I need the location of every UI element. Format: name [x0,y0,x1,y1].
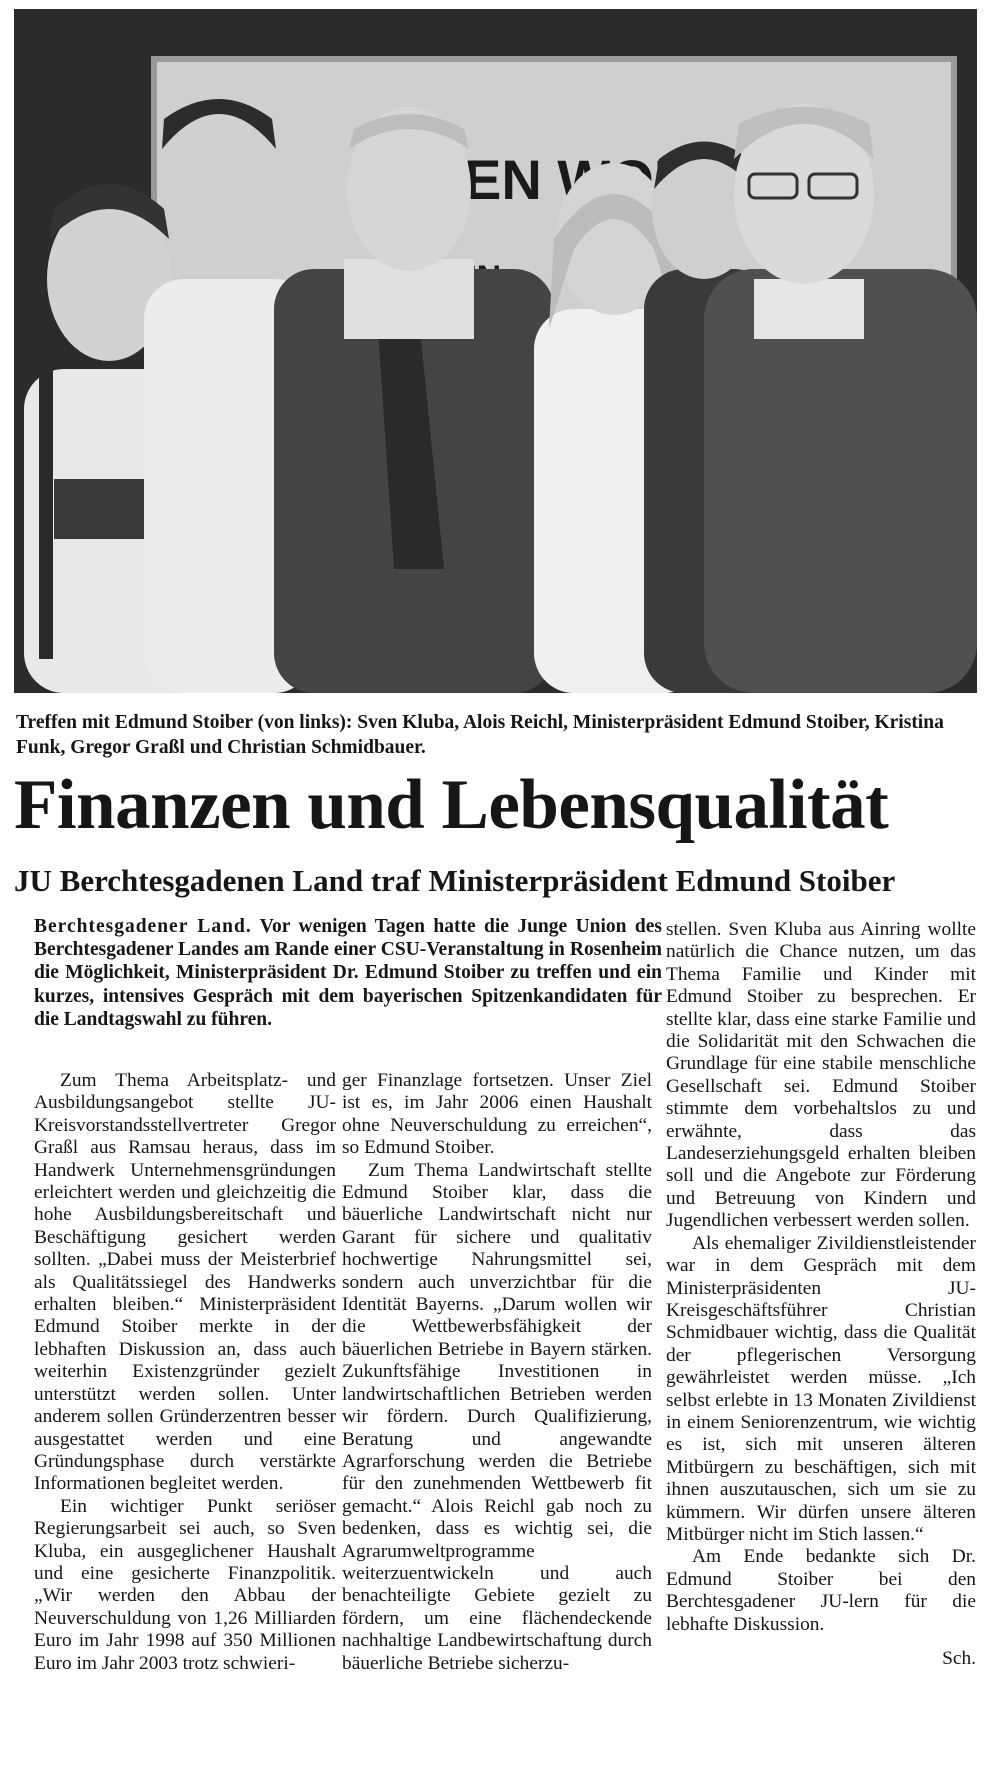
article-column-2 [342,1070,652,1675]
article-subheadline: JU Berchtesgadenen Land traf Ministerpräsident Edmund Stoiber [14,863,896,898]
article-column-1 [34,1070,336,1675]
article-headline: Finanzen und Lebensqualität [14,766,889,844]
paragraph: ger Finanzlage fortsetzen. Unser Ziel ist es, im Jahr 2006 einen Haushalt ohne Neuverschuldung zu erreichen“, so Edmund Stoiber. [342,1070,652,1159]
photo-caption: Treffen mit Edmund Stoiber (von links): Sven Kluba, Alois Reichl, Ministerpräsident Edmund Stoiber, Kristina Funk, Gregor Graßl und Christian Schmidbauer. [16,712,944,758]
article-lead [34,915,662,1031]
author-signature: Sch. [942,1648,976,1669]
group-photo-image [14,9,977,693]
lead-place: Berchtesgadener Land. [34,916,252,937]
article-photo [14,9,977,693]
paragraph: Am Ende bedankte sich Dr. Edmund Stoiber bei den Berchtesgadener JU-lern für die lebhafte Diskussion. [666,1546,976,1635]
article-column-3 [666,919,976,1670]
paragraph: stellen. Sven Kluba aus Ainring wollte natürlich die Chance nutzen, um das Thema Familie und Kinder mit Edmund Stoiber zu besprechen. Er stellte klar, dass eine starke Familie und die Solidarität mit den Schwachen die Grundlage für eine stabile menschliche Gesellschaft sei. Edmund Stoiber stimmte dem vorbehaltslos zu und erwähnte, dass das Landeserziehungsgeld erhalten bleiben soll und die Angebote zur Förderung und Betreuung von Kindern und Jugendlichen verbessert werden sollen. [666,919,976,1232]
paragraph: Ein wichtiger Punkt seriöser Regierungsarbeit sei auch, so Sven Kluba, ein ausgeglichener Haushalt und eine gesicherte Finanzpolitik. „Wir werden den Abbau der Neuverschuldung von 1,26 Milliarden Euro im Jahr 1998 auf 350 Millionen Euro im Jahr 2003 trotz schwieri- [34,1495,336,1674]
paragraph: Zum Thema Arbeitsplatz- und Ausbildungsangebot stellte JU-Kreisvorstandsstellvertreter Gregor Graßl aus Ramsau heraus, dass im Handwerk Unternehmensgründungen erleichtert werden und gleichzeitig die hohe Ausbildungsbereitschaft und Beschäftigung gesichert werden sollten. „Dabei muss der Meisterbrief als Qualitätssiegel des Handwerks erhalten bleiben.“ Ministerpräsident Edmund Stoiber merkte in der lebhaften Diskussion an, dass auch weiterhin Existenzgründer gezielt unterstützt werden sollen. Unter anderem sollen Gründerzentren besser ausgestattet werden und eine Gründungsphase durch verstärkte Informationen begleitet werden. [34,1070,336,1495]
paragraph: Zum Thema Landwirtschaft stellte Edmund Stoiber klar, dass die bäuerliche Landwirtschaft nicht nur Garant für sichere und qualitativ hochwertige Nahrungsmittel sei, sondern auch unverzichtbar für die Identität Bayerns. „Darum wollen wir die Wettbewerbsfähigkeit der bäuerlichen Betriebe in Bayern stärken. Zukunftsfähige Investitionen in landwirtschaftlichen Betrieben werden wir fördern. Durch Qualifizierung, Beratung und angewandte Agrarforschung werden die Betriebe für den zunehmenden Wettbewerb fit gemacht.“ Alois Reichl gab noch zu bedenken, dass es wichtig sei, die Agrarumweltprogramme weiterzuentwickeln und auch benachteiligte Gebiete gezielt zu fördern, um eine flächendeckende nachhaltige Landbewirtschaftung durch bäuerliche Betriebe sicherzu- [342,1159,652,1674]
backdrop-text: EN [464,148,542,211]
paragraph: Als ehemaliger Zivildienstleistender war in dem Gespräch mit dem Ministerpräsidenten JU-Kreisgeschäftsführer Christian Schmidbauer wichtig, dass die Qualität der pflegerischen Versorgung gewährleistet werden müsse. „Ich selbst erlebte in 13 Monaten Zivildienst in einem Seniorenzentrum, wie wichtig es ist, sich mit unseren älteren Mitbürgern zu beschäftigen, sich mit ihnen auszutauschen, sich um sie zu kümmern. Wir dürfen unsere älteren Mitbürger nicht im Stich lassen.“ [666,1232,976,1545]
lead-text: Vor wenigen Tagen hatte die Junge Union des Berchtesgadener Landes am Rande einer CSU-Veranstaltung in Rosenheim die Möglichkeit, Ministerpräsident Dr. Edmund Stoiber zu treffen und ein kurzes, intensives Gespräch mit dem bayerischen Spitzenkandidaten für die Landtagswahl zu führen. [34,916,662,1030]
